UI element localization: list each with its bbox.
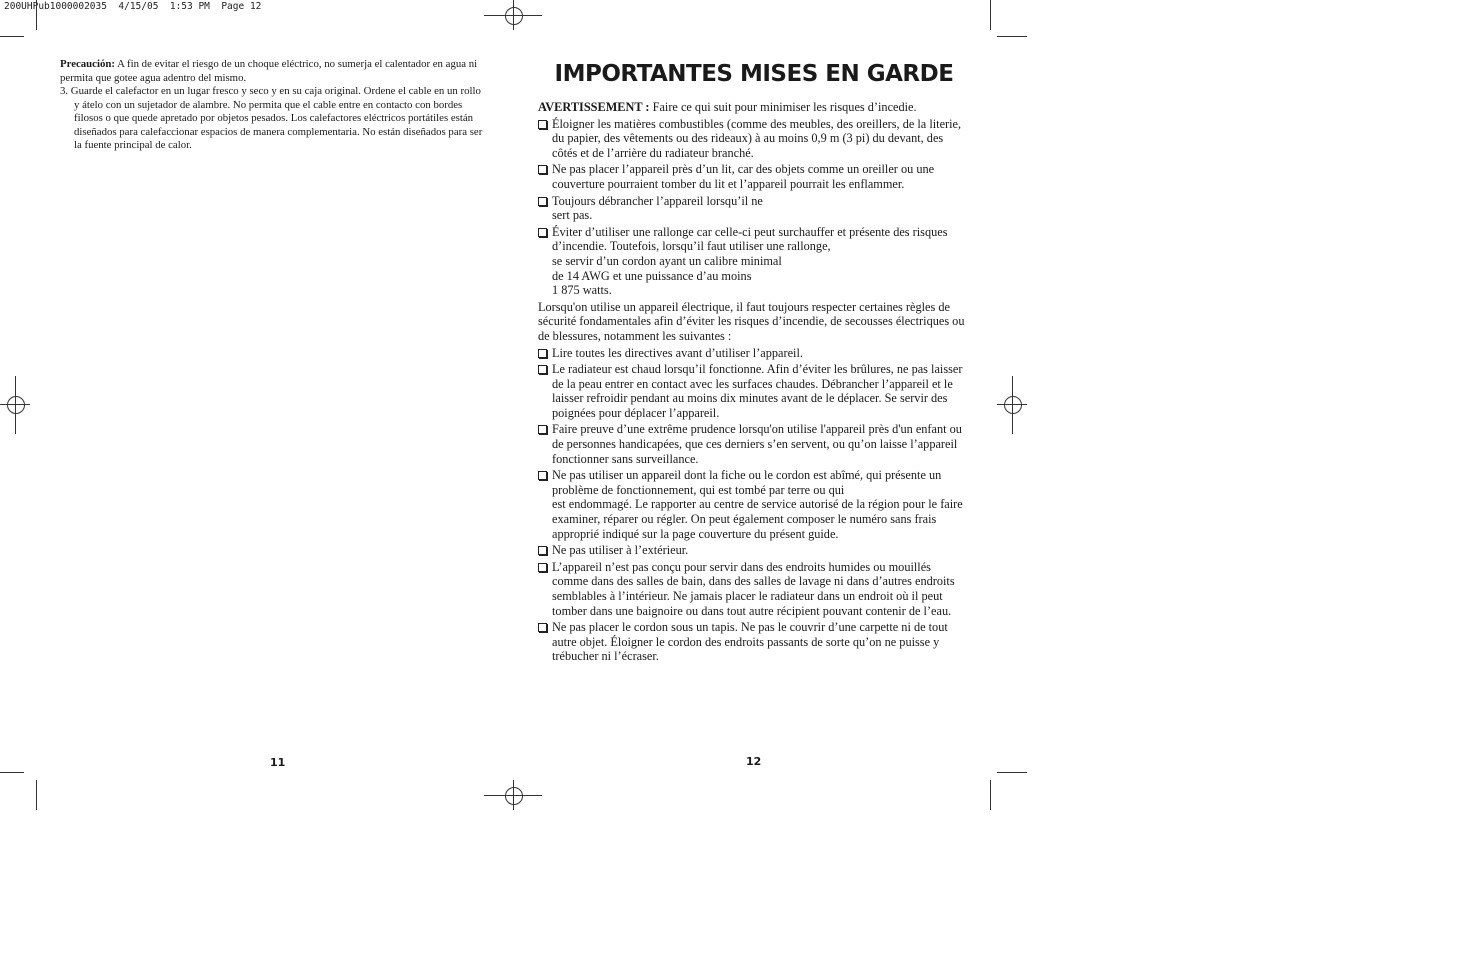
checkbox-bullet-icon [538,365,547,374]
crop-mark [997,36,1027,37]
list-item-text: Ne pas utiliser un appareil dont la fiche ou le cordon est abîmé, qui présente un problème de fonctionnement, qui est tombé par terre ou qui est endommagé. Le rapporter au centre de service autorisé de la région pour le faire examiner, réparer ou régler. On peut également composer le numéro sans frais approprié indiqué sur la page couverture du présent guide. [552,468,963,541]
left-page-column [60,58,488,153]
list-item [538,346,970,361]
crop-mark [990,0,991,30]
warning-text: Faire ce qui suit pour minimiser les risques d’incedie. [649,100,917,114]
list-item [538,543,970,558]
checkbox-bullet-icon [538,120,547,129]
list-item-text: Lire toutes les directives avant d’utiliser l’appareil. [552,345,803,360]
caution-text: A fin de evitar el riesgo de un choque eléctrico, no sumerja el calentador en agua ni permita que gotee agua adentro del mismo. [60,58,478,84]
crop-mark [0,36,24,37]
list-item-text: Ne pas placer le cordon sous un tapis. Ne pas le couvrir d’une carpette ni de tout autre objet. Éloigner le cordon des endroits passants de sorte qu’on ne puisse y trébucher ni l’écraser. [552,620,948,664]
caution-label: Precaución: [60,58,115,70]
list-item [538,468,970,541]
list-item-text: Le radiateur est chaud lorsqu’il fonctionne. Afin d’éviter les brûlures, ne pas laisser de la peau entrer en contact avec les surfaces chaudes. Débrancher l’appareil et le laisser refroidir pendant au moins dix minutes avant de le déplacer. Se servir des poignées pour déplacer l’appareil. [552,362,963,420]
page-number-right: 12 [746,755,762,768]
list-item-text: Éviter d’utiliser une rallonge car celle-ci peut surchauffer et présente des risques d’incendie. Toutefois, lorsqu’il faut utiliser une rallonge, se servir d’un cordon ayant un calibre minimal de 14 AWG et une puissance d’au moins 1 875 watts. [552,224,948,298]
list-item-text: Faire preuve d’une extrême prudence lorsqu'on utilise l'appareil près d'un enfant ou de personnes handicapées, que ces derniers s’en servent, ou qu’on laisse l’appareil fonctionner sans surveillance. [552,422,962,466]
registration-mark [505,7,523,25]
checkbox-bullet-icon [538,425,547,434]
registration-mark [1004,396,1022,414]
bullet-list-safety [538,346,970,664]
print-slug: 200UHPub1000002035 4/15/05 1:53 PM Page 12 [4,1,262,12]
checkbox-bullet-icon [538,349,547,358]
crop-mark [997,772,1027,773]
list-item-text: Ne pas placer l’appareil près d’un lit, car des objets comme un oreiller ou une couverture pourraient tomber du lit et l’appareil pourrait les enflammer. [552,162,935,191]
bullet-list-fire [538,117,970,298]
list-item-text: Toujours débrancher l’appareil lorsqu’il ne sert pas. [552,193,763,223]
crop-mark [36,0,37,30]
list-item [538,362,970,420]
list-item [538,422,970,466]
numbered-item-3: 3. Guarde el calefactor en un lugar fresco y seco y en su caja original. Ordene el cable en un rollo y átelo con un sujetador de alambre. No permita que el cable entre en contacto con bordes filosos o que quede apretado por objetos pesados. Los calefactores eléctricos portátiles están diseñados para calefaccionar espacios de manera complementaria. No están diseñados para ser la fuente principal de calor. [60,85,483,151]
list-item [538,117,970,161]
registration-mark [7,396,25,414]
warning-paragraph [538,100,970,115]
registration-mark [505,787,523,805]
checkbox-bullet-icon [538,471,547,480]
list-item-text: Ne pas utiliser à l’extérieur. [552,543,689,558]
checkbox-bullet-icon [538,165,547,174]
page-title: IMPORTANTES MISES EN GARDE [554,61,954,87]
right-page-column [538,58,970,666]
list-item [538,620,970,664]
crop-mark [36,780,37,810]
list-item-text: L’appareil n’est pas conçu pour servir dans des endroits humides ou mouillés comme dans des salles de bain, dans des salles de lavage ni dans d’autres endroits semblables à l’intérieur. Ne jamais placer le radiateur dans un endroit où il peut tomber dans une baignoire ou dans tout autre récipient pouvant contenir de l’eau. [552,559,955,618]
list-item [538,560,970,618]
page-number-left: 11 [270,756,286,769]
checkbox-bullet-icon [538,623,547,632]
crop-mark [0,772,24,773]
checkbox-bullet-icon [538,197,547,206]
list-item [538,162,970,191]
crop-mark [990,780,991,810]
list-item-text: Éloigner les matières combustibles (comme des meubles, des oreillers, de la literie, du papier, des vêtements ou des rideaux) à au moins 0,9 m (3 pi) du devant, des côtés et de l’arrière du radiateur branché. [552,116,962,160]
list-item [538,194,970,223]
list-item [538,225,970,298]
checkbox-bullet-icon [538,563,547,572]
warning-label: AVERTISSEMENT : [538,100,650,114]
intro-paragraph: Lorsqu'on utilise un appareil électrique, il faut toujours respecter certaines règles de sécurité fondamentales afin d’éviter les risques d’incendie, de secousses électriques ou de blessures, notamment les suivantes : [538,299,965,343]
checkbox-bullet-icon [538,228,547,237]
caution-paragraph [60,58,488,85]
checkbox-bullet-icon [538,546,547,555]
